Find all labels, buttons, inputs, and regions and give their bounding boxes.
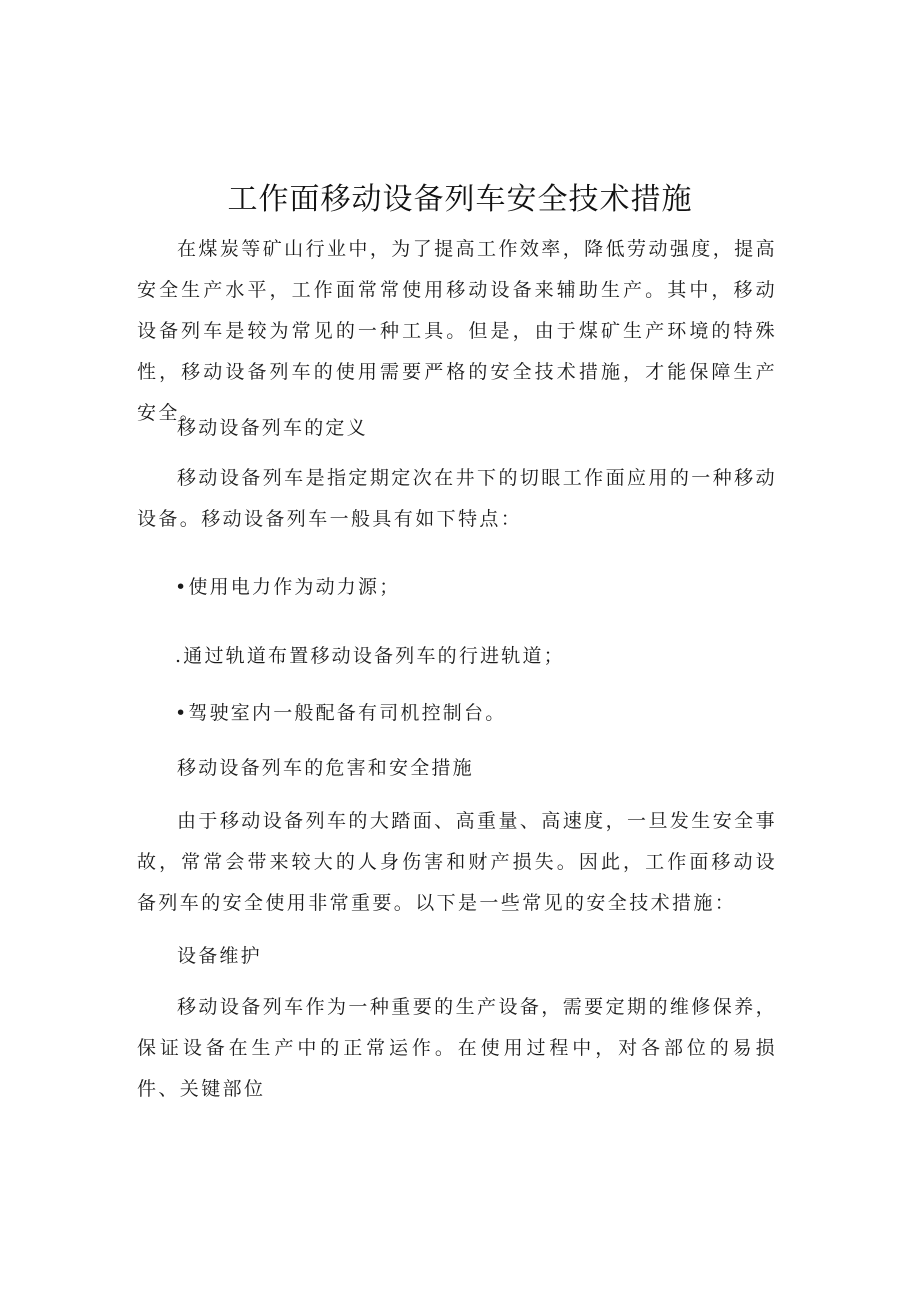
section-heading-definition: 移动设备列车的定义: [177, 417, 368, 439]
section-heading-hazards: 移动设备列车的危害和安全措施: [177, 757, 474, 779]
hazards-paragraph: 由于移动设备列车的大踏面、高重量、高速度，一旦发生安全事故，常常会带来较大的人身伤害和财产损失。因此，工作面移动设备列车的安全使用非常重要。以下是一些常见的安全技术措施：: [137, 810, 777, 914]
bullet-item-console: •驾驶室内一般配备有司机控制台。: [175, 702, 507, 724]
section-heading-maintenance: 设备维护: [177, 945, 262, 967]
document-title: 工作面移动设备列车安全技术措施: [227, 182, 693, 217]
definition-paragraph: 移动设备列车是指定期定次在井下的切眼工作面应用的一种移动设备。移动设备列车一般具有如下特点：: [137, 467, 777, 530]
maintenance-paragraph: 移动设备列车作为一种重要的生产设备，需要定期的维修保养，保证设备在生产中的正常运作。在使用过程中，对各部位的易损件、关键部位: [137, 996, 777, 1100]
bullet-item-track: .通过轨道布置移动设备列车的行进轨道；: [175, 645, 565, 667]
bullet-item-power: •使用电力作为动力源；: [175, 576, 401, 598]
intro-paragraph: 在煤炭等矿山行业中，为了提高工作效率，降低劳动强度，提高安全生产水平，工作面常常使用移动设备来辅助生产。其中，移动设备列车是较为常见的一种工具。但是，由于煤矿生产环境的特殊性，移动设备列车的使用需要严格的安全技术措施，才能保障生产安全。: [137, 238, 777, 424]
